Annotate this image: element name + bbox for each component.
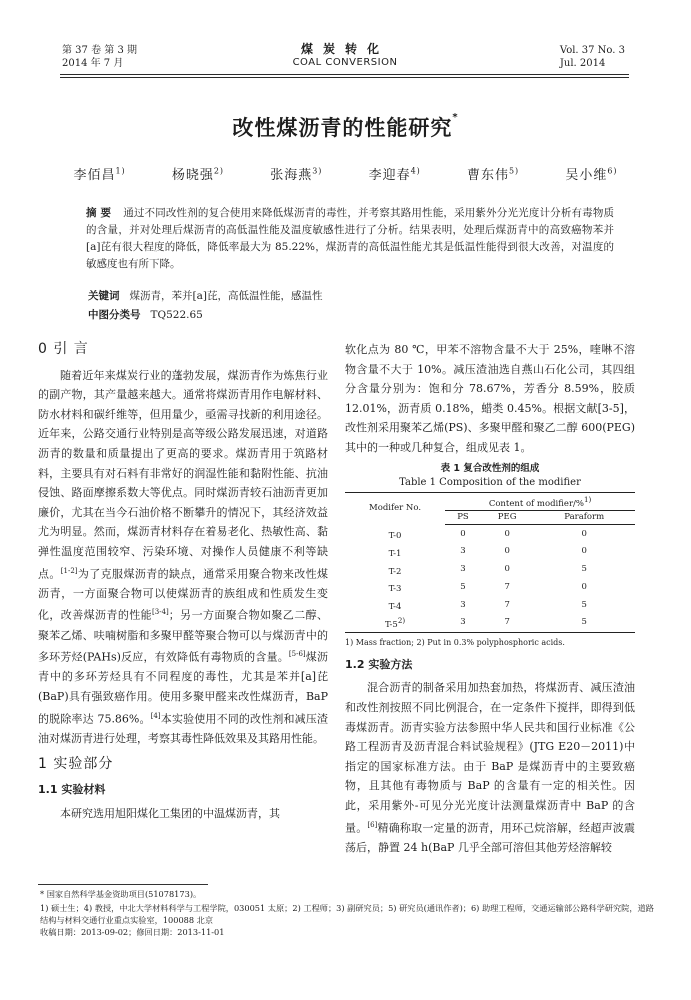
author-affil-mark: 2)	[213, 166, 225, 176]
author	[565, 168, 617, 183]
header-rule	[60, 74, 629, 75]
author-affiliation-footnote: 1) 硕士生；4) 教授，中北大学材料科学与工程学院，030051 太原；2) 工程师；3) 副研究员；5) 研究员(通讯作者)；6) 助理工程师，交通运输部公路科学研究院，道路结构与材料交通行业重点实验室，100088 北京	[40, 903, 654, 925]
table-cell: 7	[481, 614, 533, 632]
table-header-note-mark: 1)	[583, 494, 592, 504]
abstract-label: 摘 要	[86, 207, 112, 219]
body-text: 为了克服煤沥青的缺点，通常采用聚合物来改性煤沥青，一方面聚合物可以使煤沥青的族组成和性质发生变化，改善煤沥青的性能	[38, 567, 329, 623]
table-header-content	[445, 492, 635, 511]
citation: [6]	[367, 820, 378, 829]
body-text: 精确称取一定量的沥青，用环己烷溶解，经超声波震荡后，静置 24 h(BaP 几乎全部可溶但其他芳烃溶解较	[345, 821, 635, 854]
row-id: T-5	[384, 619, 398, 630]
issue-info	[62, 44, 137, 70]
table-cell: 0	[504, 563, 510, 574]
right-column	[345, 340, 635, 857]
paper-title	[0, 112, 691, 142]
classification-code	[88, 307, 203, 322]
table-cell: 7	[504, 581, 510, 592]
keywords-text: 煤沥青，苯并[a]芘，高低温性能，感温性	[129, 290, 323, 302]
body-text: ；另一方面聚合物如聚乙二醇、聚苯乙烯、呋喃树脂和多聚甲醛等聚合物可以与煤沥青中的多环芳烃(PAHs)反应，有效降低有毒物质的含量。	[38, 609, 329, 664]
table-cell: 0	[504, 528, 510, 539]
author-name: 李迎春	[368, 168, 411, 183]
author	[270, 168, 322, 183]
abstract-text: 通过不同改性剂的复合使用来降低煤沥青的毒性，并考察其路用性能，采用紫外分光光度计分析有毒物质的含量，并对处理后煤沥青的高低温性能及温度敏感性进行了分析。结果表明，处理后煤沥青中的高致癌物苯并[a]芘有很大程度的降低，降低率最大为 85.22%，煤沥青的高低温性能尤其是低温性能得到很大改善，对温度的敏感度也有所下降。	[86, 207, 615, 270]
row-note-mark: 2)	[397, 616, 406, 626]
table-header-modifier: Modifer No.	[345, 492, 445, 525]
citation: [5-6]	[288, 650, 306, 659]
subsection-heading-methods: 1.2 实验方法	[345, 657, 413, 671]
header-rule-thin	[60, 77, 629, 78]
journal-name-en: COAL CONVERSION	[292, 57, 398, 68]
author-affil-mark: 4)	[410, 166, 421, 176]
body-text: 随着近年来煤炭行业的蓬勃发展，煤沥青作为炼焦行业的副产物，其产量越来越大。通常将煤沥青用作电解材料、防水材料和碳纤维等，但用量少，亟需寻找新的利用途径。近年来，公路交通行业特别是高等级公路发展迅速，对道路沥青的数量和质量提出了更高的要求。煤沥青用于筑路材料，主要具有对石料有非常好的润湿性能和黏附性能、抗油侵蚀、路面摩擦系数大等优点。同时煤沥青较石油沥青更加廉价，尤其在当今石油价格不断攀升的情况下，其经济效益尤为明显。然而，煤沥青材料存在着易老化、热敏性高、黏弹性温度范围较窄、污染环境、对操作人员健康不利等缺点。	[38, 368, 328, 581]
table-cell: 0	[581, 528, 587, 539]
author	[467, 168, 519, 183]
title-footnote-mark: *	[452, 112, 459, 123]
table-note: 1) Mass fraction; 2) Put in 0.3% polyphosphoric acids.	[345, 637, 565, 647]
classification-label: 中图分类号	[88, 309, 141, 321]
table-cell: 5	[533, 614, 635, 632]
author-name: 曹东伟	[466, 168, 509, 183]
table-cell	[345, 543, 445, 561]
table-cell	[345, 614, 445, 632]
author-affil-mark: 3)	[312, 166, 323, 176]
table-cell: 0	[581, 546, 587, 557]
table-cell: 3	[445, 614, 481, 632]
table-header-paraform: Paraform	[533, 511, 635, 525]
author-affil-mark: 1)	[115, 166, 126, 176]
author-affil-mark: 5)	[508, 166, 520, 176]
materials-paragraph: 本研究选用旭阳煤化工集团的中温煤沥青，其	[60, 806, 280, 820]
received-date-footnote: 收稿日期：2013-09-02；修回日期：2013-11-01	[40, 927, 225, 937]
author	[172, 168, 224, 183]
table-row	[345, 578, 635, 596]
row-id: T-3	[388, 584, 402, 595]
citation: [3-4]	[152, 608, 169, 617]
table-row	[345, 614, 635, 632]
modifier-composition-table	[345, 492, 635, 633]
journal-name	[250, 42, 440, 70]
table-header-ps: PS	[445, 511, 481, 525]
table-cell: 0	[460, 528, 466, 539]
keywords	[88, 288, 322, 303]
abstract	[86, 205, 614, 273]
materials-paragraph-continued: 软化点为 80 ℃，甲苯不溶物含量不大于 25%，喹啉不溶物含量不大于 10%。减压渣油选自燕山石化公司，其四组分含量分别为：饱和分 78.67%，芳香分 8.59%，胶质 12.01%，沥青质 0.18%，蜡类 0.45%。根据文献[3-5]，改性剂采用聚苯乙烯(PS)、多聚甲醛和聚乙二醇 600(PEG)其中的一种或几种复合，组成见表 1。	[345, 343, 635, 454]
author-name: 吴小维	[565, 168, 608, 183]
table-cell: 7	[504, 599, 510, 610]
keywords-label: 关键词	[88, 290, 120, 302]
table-row	[345, 561, 635, 579]
table-cell: 3	[460, 599, 466, 610]
body-text: 煤沥青中的多环芳烃具有不同程度的毒性，尤其是苯并[a]芘(BaP)具有强致癌作用。使用多聚甲醛来改性煤沥青，BaP 的脱除率达 75.86%。	[38, 650, 328, 726]
issue-date: 2014 年 7 月	[62, 58, 124, 69]
table-cell	[345, 561, 445, 579]
table-header-peg: PEG	[481, 511, 533, 525]
title-text: 改性煤沥青的性能研究	[232, 116, 453, 140]
citation: [4]	[150, 711, 161, 720]
author-name: 李佰昌	[73, 168, 116, 183]
left-column	[38, 338, 328, 823]
table-cell: 0	[504, 546, 510, 557]
body-text: 混合沥青的制备采用加热套加热，将煤沥青、减压渣油和改性剂按照不同比例混合，在一定条件下搅拌，即得到低毒煤沥青。沥青实验方法参照中华人民共和国行业标准《公路工程沥青及沥青混合料试验规程》(JTG E20－2011)中指定的国家标准方法。由于 BaP 是煤沥青中的主要致癌物，且其他有毒物质与 BaP 的含量有一定的相关性。因此，采用紫外-可见分光光度计法测量煤沥青中 BaP 的含量。	[345, 681, 635, 835]
citation: [1-2]	[60, 566, 78, 575]
table-cell: 5	[581, 599, 587, 610]
table-row	[345, 543, 635, 561]
introduction-paragraph	[38, 366, 328, 749]
table-cell: 3	[460, 546, 466, 557]
table-cell: 3	[460, 563, 466, 574]
table-cell	[345, 596, 445, 614]
table-row	[345, 525, 635, 543]
author-name: 张海燕	[270, 168, 313, 183]
table-row	[345, 596, 635, 614]
issue-date-en: Jul. 2014	[559, 58, 606, 69]
subsection-heading-materials: 1.1 实验材料	[38, 783, 106, 797]
author	[369, 168, 421, 183]
row-id: T-4	[388, 602, 402, 613]
body-text: 本实验使用不同的改性剂和减压渣油对煤沥青进行处理，考察其毒性降低效果及其路用性能。	[38, 712, 328, 745]
row-id: T-2	[388, 566, 402, 577]
volume-issue-en: Vol. 37 No. 3	[559, 45, 625, 56]
author	[73, 168, 125, 183]
table-cell	[345, 525, 445, 543]
author-affil-mark: 6)	[607, 166, 618, 176]
footnote-rule	[38, 884, 208, 885]
table-cell: 5	[581, 563, 587, 574]
author-name: 杨晓强	[171, 168, 214, 183]
table-cell	[345, 578, 445, 596]
methods-paragraph	[345, 678, 635, 857]
journal-name-cn: 煤炭转化	[300, 42, 389, 56]
table-caption-en: Table 1 Composition of the modifier	[399, 476, 581, 488]
table-header-content-label: Content of modifier/%	[488, 498, 584, 509]
classification-text: TQ522.65	[150, 309, 203, 321]
fund-footnote: * 国家自然科学基金资助项目(51078173)。	[40, 889, 202, 899]
volume-issue: 第 37 卷 第 3 期	[62, 45, 137, 56]
row-id: T-1	[388, 548, 402, 559]
table-cell: 0	[581, 581, 587, 592]
table-caption-cn: 表 1 复合改性剂的组成	[440, 462, 540, 474]
section-heading-introduction: 0 引 言	[38, 341, 89, 357]
section-heading-experiment: 1 实验部分	[38, 755, 114, 772]
table-cell: 5	[460, 581, 466, 592]
author-list	[0, 164, 691, 183]
issue-info-en	[560, 44, 625, 70]
row-id: T-0	[388, 530, 402, 541]
